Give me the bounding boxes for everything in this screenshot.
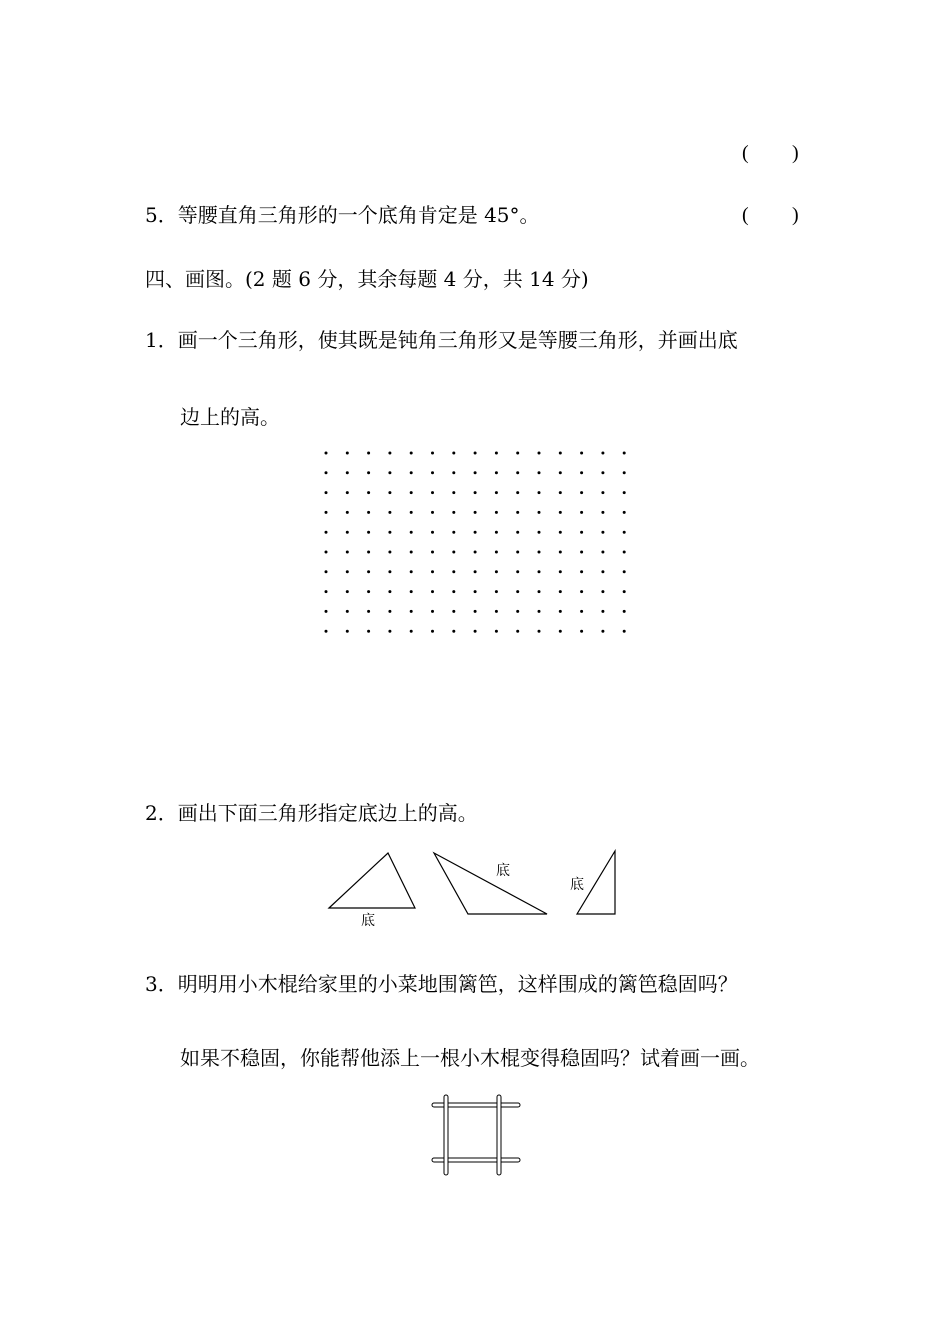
grid-dot [538,590,541,593]
grid-dot [623,471,626,474]
triangle-acute [329,853,415,908]
grid-dot [601,590,604,593]
grid-dot [623,551,626,554]
grid-dot [538,452,541,455]
grid-dot [538,471,541,474]
grid-dot [388,531,391,534]
grid-dot [601,491,604,494]
grid-dot [452,570,455,573]
grid-dot [346,452,349,455]
paren-close: ) [792,142,799,164]
grid-dot [495,511,498,514]
grid-dot [410,630,413,633]
grid-dot [474,491,477,494]
grid-dot [325,491,328,494]
grid-dot [580,471,583,474]
base-label-1: 底 [361,913,375,929]
grid-dot [495,551,498,554]
grid-dot [601,630,604,633]
grid-dot [559,471,562,474]
drawing-question-1-line2: 边上的高。 [180,405,280,429]
grid-dot [325,531,328,534]
grid-dot [388,590,391,593]
grid-dot [452,452,455,455]
grid-dot [516,590,519,593]
grid-dot [623,531,626,534]
grid-dot [601,531,604,534]
grid-dot [516,551,519,554]
question-5: 5．等腰直角三角形的一个底角肯定是 45°。 [145,203,540,227]
stick-right [497,1095,501,1175]
drawing-question-3-line1: 3．明明用小木棍给家里的小菜地围篱笆，这样围成的篱笆稳固吗？ [145,972,738,996]
grid-dot [559,452,562,455]
drawing-question-2: 2．画出下面三角形指定底边上的高。 [145,801,478,825]
grid-dot [580,610,583,613]
grid-dot [623,491,626,494]
grid-dot [538,630,541,633]
grid-dot [325,452,328,455]
grid-dot [516,570,519,573]
grid-dot [388,491,391,494]
drawing-question-1-line1: 1．画一个三角形，使其既是钝角三角形又是等腰三角形，并画出底 [145,328,738,352]
grid-dot [623,511,626,514]
stick-left [444,1095,448,1175]
grid-dot [623,452,626,455]
grid-dot [623,630,626,633]
grid-dot [601,511,604,514]
grid-dot [325,570,328,573]
paren-open: ( [742,204,749,226]
grid-dot [495,610,498,613]
dot-grid[interactable] [320,448,630,638]
grid-dot [452,551,455,554]
grid-dot [623,590,626,593]
grid-dot [410,452,413,455]
drawing-question-3-line2: 如果不稳固，你能帮他添上一根小木棍变得稳固吗？试着画一画。 [180,1046,760,1070]
grid-dot [431,471,434,474]
grid-dot [325,551,328,554]
grid-dot [431,491,434,494]
grid-dot [367,610,370,613]
grid-dot [367,491,370,494]
grid-dot [516,531,519,534]
grid-dot [580,570,583,573]
grid-dot [580,630,583,633]
grid-dot [474,590,477,593]
grid-dot [388,471,391,474]
grid-dot [580,452,583,455]
fence-sticks-figure [430,1092,530,1182]
grid-dot [601,551,604,554]
grid-dot [516,610,519,613]
grid-dot [559,511,562,514]
grid-dot [538,491,541,494]
grid-dot [559,531,562,534]
grid-dot [346,471,349,474]
grid-dot [601,610,604,613]
grid-dot [559,491,562,494]
answer-paren-q5[interactable] [742,202,799,228]
grid-dot [346,551,349,554]
grid-dot [367,452,370,455]
grid-dot [516,511,519,514]
grid-dot [559,590,562,593]
grid-dot [452,511,455,514]
grid-dot [559,610,562,613]
grid-dot [431,630,434,633]
grid-dot [367,471,370,474]
grid-dot [538,551,541,554]
grid-dot [474,531,477,534]
grid-dot [431,531,434,534]
grid-dot [388,610,391,613]
answer-paren-q4[interactable] [742,140,799,166]
triangle-obtuse [434,853,547,914]
grid-dot [410,570,413,573]
grid-dot [516,471,519,474]
grid-dot [388,452,391,455]
grid-dot [388,511,391,514]
grid-dot [325,610,328,613]
grid-dot [495,590,498,593]
grid-dot [474,570,477,573]
grid-dot [452,610,455,613]
grid-dot [538,570,541,573]
grid-dot [559,630,562,633]
grid-dot [346,610,349,613]
grid-dot [538,610,541,613]
grid-dot [580,511,583,514]
grid-dot [410,590,413,593]
base-label-3: 底 [570,877,584,893]
grid-dot [601,452,604,455]
grid-dot [388,570,391,573]
grid-dot [431,511,434,514]
grid-dot [516,491,519,494]
paren-open: ( [742,142,749,164]
grid-dot [346,491,349,494]
grid-dot [388,630,391,633]
grid-dot [474,630,477,633]
grid-dot [346,630,349,633]
grid-dot [559,570,562,573]
grid-dot [474,610,477,613]
grid-dot [474,551,477,554]
grid-dot [580,551,583,554]
grid-dot [346,511,349,514]
grid-dot [325,590,328,593]
grid-dot [474,452,477,455]
grid-dot [516,452,519,455]
grid-dot [325,471,328,474]
grid-dot [367,630,370,633]
grid-dot [452,471,455,474]
grid-dot [431,452,434,455]
grid-dot [495,471,498,474]
grid-dot [367,511,370,514]
grid-dot [410,551,413,554]
grid-dot [410,511,413,514]
base-label-2: 底 [496,863,510,879]
grid-dot [452,630,455,633]
grid-dot [431,590,434,593]
grid-dot [580,531,583,534]
grid-dot [452,590,455,593]
grid-dot [410,491,413,494]
grid-dot [346,570,349,573]
grid-dot [580,590,583,593]
grid-dot [623,610,626,613]
grid-dot [452,531,455,534]
grid-dot [495,531,498,534]
grid-dot [325,630,328,633]
grid-dot [367,570,370,573]
grid-dot [580,491,583,494]
grid-dot [452,491,455,494]
grid-dot [367,590,370,593]
grid-dot [474,511,477,514]
grid-dot [538,531,541,534]
grid-dot [388,551,391,554]
grid-dot [495,570,498,573]
paren-close: ) [792,204,799,226]
grid-dot [367,551,370,554]
grid-dot [516,630,519,633]
grid-dot [623,570,626,573]
grid-dot [410,471,413,474]
grid-dot [559,551,562,554]
grid-dot [431,551,434,554]
grid-dot [538,511,541,514]
grid-dot [367,531,370,534]
grid-dot [346,590,349,593]
grid-dot [325,511,328,514]
grid-dot [495,491,498,494]
grid-dot [495,452,498,455]
grid-dot [410,610,413,613]
grid-dot [474,471,477,474]
section-heading: 四、画图。(2 题 6 分，其余每题 4 分，共 14 分) [145,267,589,291]
grid-dot [601,471,604,474]
grid-dot [431,570,434,573]
grid-dot [601,570,604,573]
grid-dot [431,610,434,613]
grid-dot [495,630,498,633]
grid-dot [410,531,413,534]
grid-dot [346,531,349,534]
